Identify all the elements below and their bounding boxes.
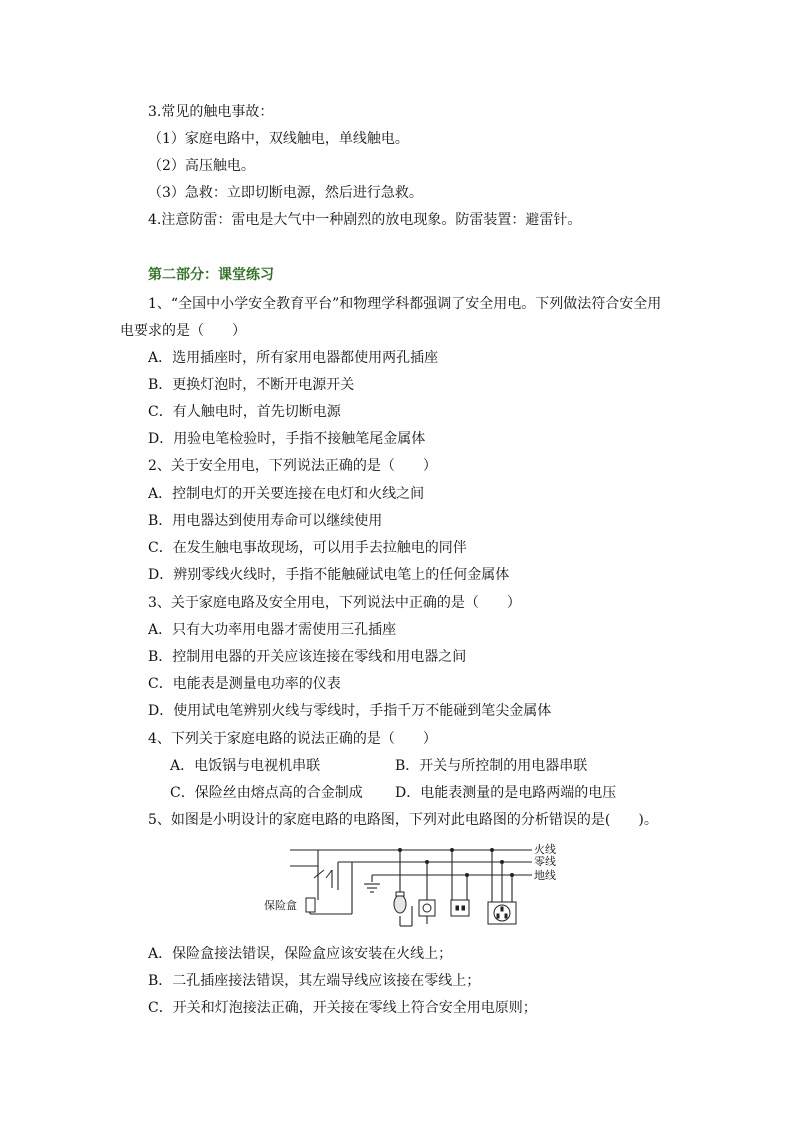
part1-item3-sub2: （2）高压触电。 (148, 158, 255, 174)
q3-option-c: C．电能表是测量电功率的仪表 (148, 676, 341, 692)
q4-stem: 4、下列关于家庭电路的说法正确的是（ ） (148, 731, 437, 747)
q4-option-b: B．开关与所控制的用电器串联 (395, 758, 588, 774)
q2-stem: 2、关于安全用电，下列说法正确的是（ ） (148, 458, 437, 474)
q1-option-d: D．用验电笔检验时，手指不接触笔尾金属体 (148, 431, 426, 447)
q3-option-b: B．控制用电器的开关应该连接在零线和用电器之间 (148, 649, 467, 665)
q3-option-d: D．使用试电笔辨别火线与零线时，手指千万不能碰到笔尖金属体 (148, 703, 552, 719)
q4-option-d: D．电能表测量的是电路两端的电压 (395, 785, 617, 801)
q3-option-a: A．只有大功率用电器才需使用三孔插座 (148, 622, 397, 638)
q4-option-c: C．保险丝由熔点高的合金制成 (170, 785, 363, 801)
q2-option-c: C．在发生触电事故现场，可以用手去拉触电的同伴 (148, 540, 467, 556)
q2-option-d: D．辨别零线火线时，手指不能触碰试电笔上的任何金属体 (148, 567, 510, 583)
pull-switch-icon (419, 900, 435, 916)
q5-option-a: A．保险盒接法错误，保险盒应该安装在火线上； (148, 946, 453, 962)
ground-wire-label: 地线 (534, 869, 556, 882)
q3-stem: 3、关于家庭电路及安全用电，下列说法中正确的是（ ） (148, 595, 521, 611)
q1-option-b: B．更换灯泡时，不断开电源开关 (148, 377, 355, 393)
q5-option-b: B．二孔插座接法错误，其左端导线应该接在零线上； (148, 973, 481, 989)
q2-option-b: B．用电器达到使用寿命可以继续使用 (148, 513, 383, 529)
two-pin-socket-icon (451, 900, 469, 916)
neutral-wire-label: 零线 (534, 855, 556, 868)
q5-option-c: C．开关和灯泡接法正确，开关接在零线上符合安全用电原则； (148, 1000, 537, 1016)
q1-stem-cont: 电要求的是（ ） (120, 323, 246, 339)
q1-option-c: C．有人触电时，首先切断电源 (148, 404, 341, 420)
part1-item4: 4.注意防雷：雷电是大气中一种剧烈的放电现象。防雷装置：避雷针。 (148, 212, 582, 228)
fuse-box-label: 保险盒 (264, 899, 297, 912)
q2-option-a: A．控制电灯的开关要连接在电灯和火线之间 (148, 486, 425, 502)
part1-item3-title: 3.常见的触电事故： (148, 104, 274, 120)
q5-stem: 5、如图是小明设计的家庭电路的电路图，下列对此电路图的分析错误的是( )。 (148, 812, 658, 828)
q1-stem: 1、“全国中小学安全教育平台”和物理学科都强调了安全用电。下列做法符合安全用 (148, 296, 662, 312)
q4-option-a: A．电饭锅与电视机串联 (170, 758, 321, 774)
circuit-diagram (262, 838, 562, 934)
live-wire-label: 火线 (534, 843, 556, 856)
switch-icon (314, 870, 332, 878)
lamp-icon (394, 892, 406, 913)
part1-item3-sub3: （3）急救：立即切断电源，然后进行急救。 (148, 185, 423, 201)
part2-title: 第二部分：课堂练习 (148, 267, 274, 283)
q1-option-a: A．选用插座时，所有家用电器都使用两孔插座 (148, 350, 439, 366)
fuse-box-icon (306, 898, 315, 912)
three-pin-socket-icon (488, 902, 516, 924)
part1-item3-sub1: （1）家庭电路中，双线触电，单线触电。 (148, 131, 409, 147)
